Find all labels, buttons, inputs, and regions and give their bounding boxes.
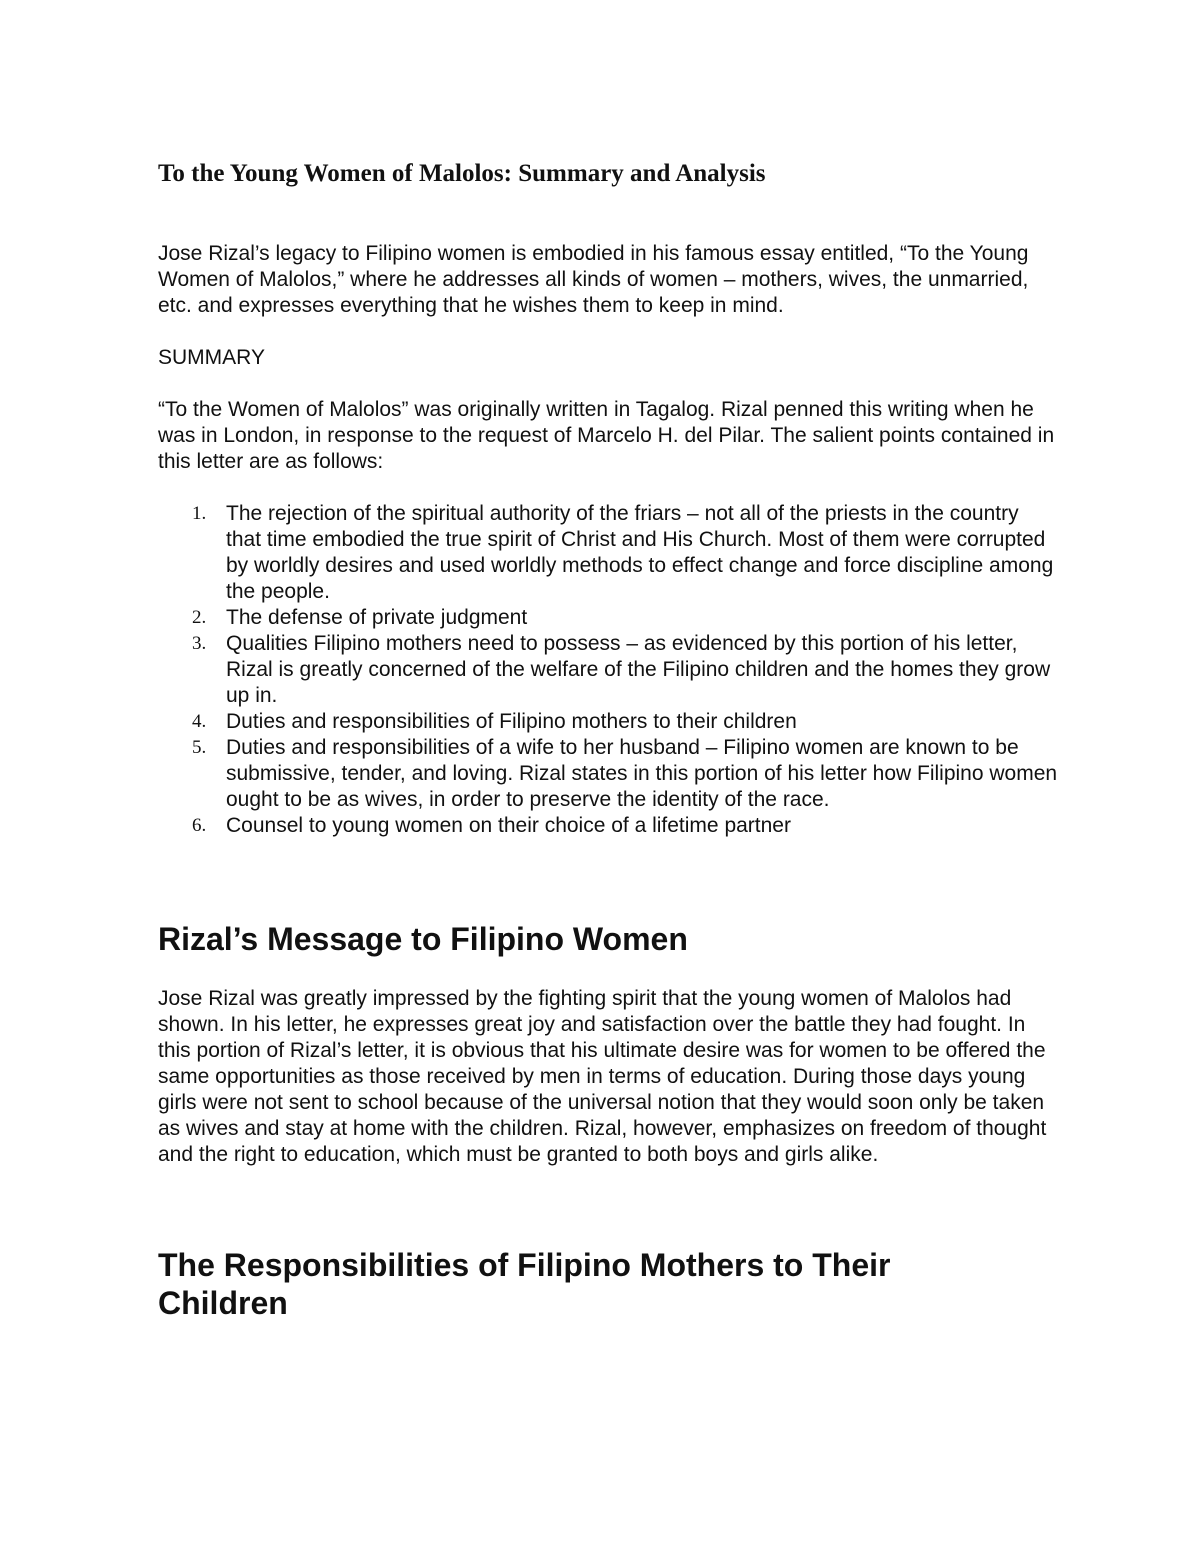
list-item <box>158 709 1058 735</box>
list-item <box>158 501 1058 605</box>
list-number: 3. <box>192 633 207 654</box>
list-item-text: Duties and responsibilities of a wife to her husband – Filipino women are known to be submissive, tender, and loving. Rizal states in this portion of his letter how Filipino women ought to be as wives, in order to preserve the identity of the race. <box>226 736 1058 811</box>
list-item <box>158 735 1058 813</box>
list-item <box>158 813 1058 839</box>
list-number: 6. <box>192 815 207 836</box>
list-item <box>158 605 1058 631</box>
summary-label: SUMMARY <box>158 346 265 369</box>
list-number: 5. <box>192 737 207 758</box>
list-item-text: Duties and responsibilities of Filipino mothers to their children <box>226 710 797 733</box>
list-number: 4. <box>192 711 207 732</box>
list-item-text: Qualities Filipino mothers need to possess – as evidenced by this portion of his letter, Rizal is greatly concerned of the welfare of the Filipino children and the homes they grow up in. <box>226 632 1051 707</box>
list-item-text: The defense of private judgment <box>226 606 528 629</box>
message-paragraph: Jose Rizal was greatly impressed by the fighting spirit that the young women of Malolos had shown. In his letter, he expresses great joy and satisfaction over the battle they had fought. In this portion of Rizal’s letter, it is obvious that his ultimate desire was for women to be offered the same opportunities as those received by men in terms of education. During those days young girls were not sent to school because of the universal notion that they would soon only be taken as wives and stay at home with the children. Rizal, however, emphasizes on freedom of thought and the right to education, which must be granted to both boys and girls alike. <box>158 987 1047 1166</box>
document-title: To the Young Women of Malolos: Summary and Analysis <box>158 160 766 187</box>
list-number: 2. <box>192 607 207 628</box>
intro-paragraph: Jose Rizal’s legacy to Filipino women is embodied in his famous essay entitled, “To the Young Women of Malolos,” where he addresses all kinds of women – mothers, wives, the unmarried, etc. and expresses everything that he wishes them to keep in mind. <box>158 242 1029 317</box>
responsibilities-heading: The Responsibilities of Filipino Mothers to Their Children <box>158 1247 891 1321</box>
summary-paragraph: “To the Women of Malolos” was originally written in Tagalog. Rizal penned this writing when he was in London, in response to the request of Marcelo H. del Pilar. The salient points contained in this letter are as follows: <box>158 398 1055 473</box>
list-item-text: The rejection of the spiritual authority of the friars – not all of the priests in the country that time embodied the true spirit of Christ and His Church. Most of them were corrupted by worldly desires and used worldly methods to effect change and force discipline among the people. <box>226 502 1054 603</box>
list-item <box>158 631 1058 709</box>
list-number: 1. <box>192 503 207 524</box>
list-item-text: Counsel to young women on their choice of a lifetime partner <box>226 814 791 837</box>
salient-points-list <box>158 501 1058 839</box>
message-heading: Rizal’s Message to Filipino Women <box>158 921 688 957</box>
